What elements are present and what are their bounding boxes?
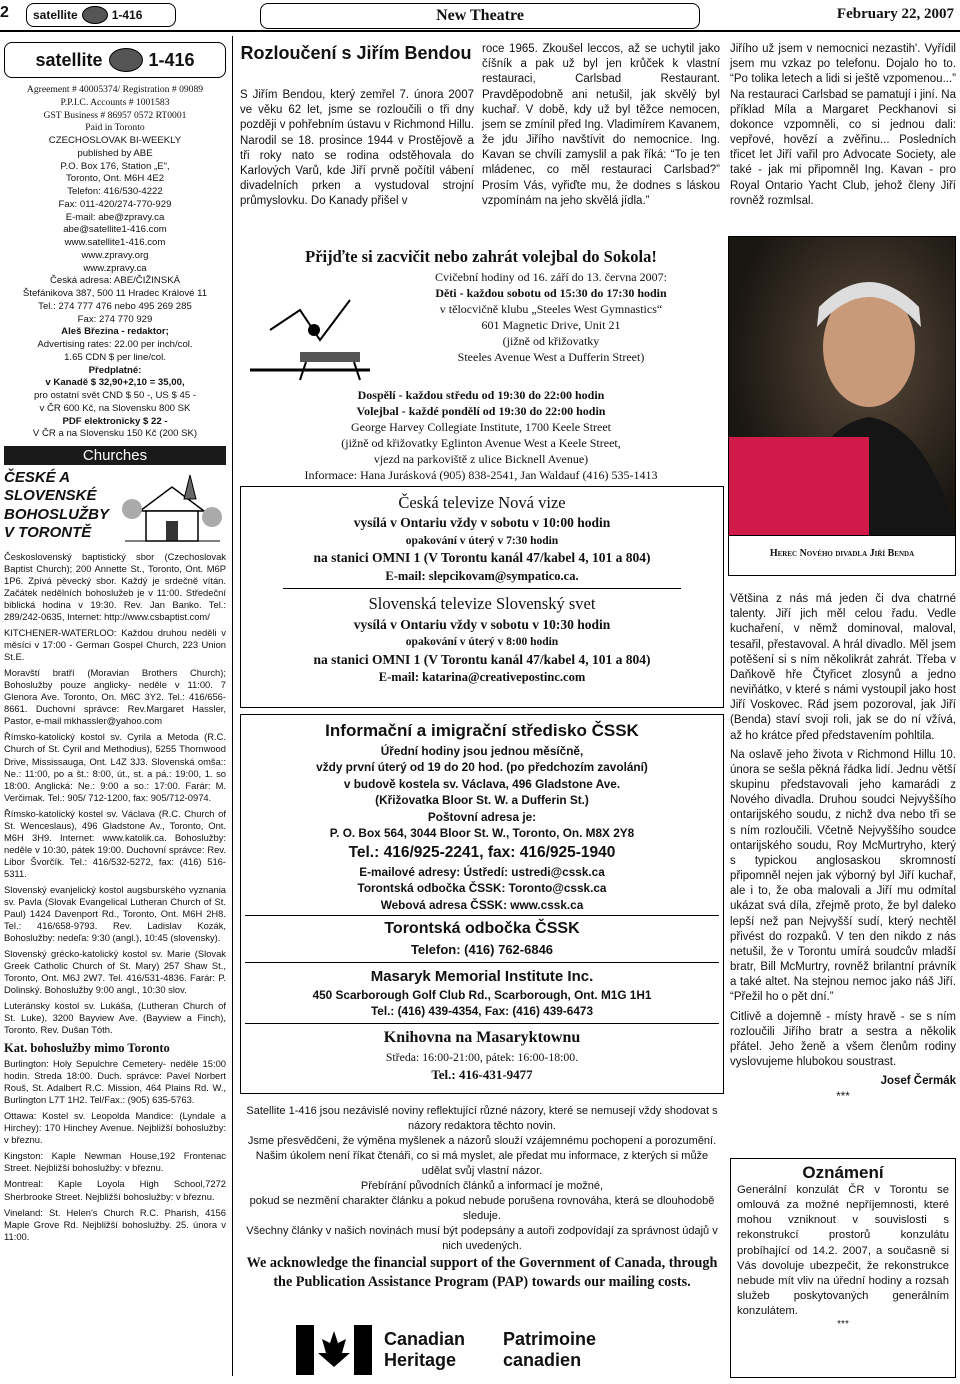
article-text: Jiřího už jsem v nemocnici nezastih'. Vyřídil jsem mu vzkaz po telefonu. Dojalo ho to. “Po tolika letech a lidi si ještě vzpomenou...” Na restauraci Carlsbad se pamatují i jiní. Na příklad Míla a Margaret Peckhanovi si dokonce vzpomněli, co si jednou dali: vepřové, hovězí a zvěřinu... Posledních třicet let Jiří vařil pro Advocate Society, ale také - jak mi připomněl Ing. Kavan - pro Royal Ontario Yacht Club, jehož členy Jiří rovněž rozmlsal. [730,43,956,207]
sokol-title: Přijďte si zacvičit nebo zahrát volejbal do Sokola! [305,247,657,266]
church-entry: Luteránsky kostol sv. Lukáša, (Lutheran Church of St. Luke), 3200 Bayview Ave. (Bayview a Finch), Toronto. Rev. Dušan Tóth. [4,1000,226,1036]
column-divider [232,36,233,1376]
kat-title: Kat. bohoslužby mimo Toronto [4,1041,170,1056]
kat-entry: Vineland: St. Helen's Church R.C. Pharish, 4156 Maple Grove Rd. Nejbližší bohoslužby. 25. února v 11:00. [4,1206,226,1242]
globe-icon [109,48,143,72]
tv-line: opakování v úterý v 7:30 hodin [405,534,559,547]
sokol-line: v tělocvičně klubu „Steeles West Gymnastics“ [439,301,663,316]
info-line: Aleš Březina - redaktor; [61,326,169,338]
tv-line: na stanici OMNI 1 (V Torontu kanál 47/kabel 4, 101 a 804) [313,550,651,566]
cssk-line: (Křižovatka Bloor St. W. a Dufferin St.) [375,793,589,808]
notice-stars: *** [837,1319,849,1331]
masthead-brand: satellite [35,49,103,70]
sokol-line: 601 Magnetic Drive, Unit 21 [481,317,621,332]
article-text: S Jiřím Bendou, který zemřel 7. února 2007 ve věku 62 let, jsme se rozloučili o tři dny později v pohřebním ústavu v Richmond Hillu. Narodil se 18. prosince 1944 v Prostějově a tři roky nato se rodina odstěhovala do Karlových Varů, kde Jiří prvně počítil vábení divadelních prken a vystudoval strojní průmyslovku. Do Kanady přišel v [240,89,474,208]
tv-line: vysílá v Ontariu vždy v sobotu v 10:00 hodin [353,515,611,531]
info-line: published by ABE [77,147,153,159]
kat-entry: Ottawa: Kostel sv. Leopolda Mandice: (Lyndale a Hirchey): 170 Hinchey Avenue. Nejbližší bohoslužby: v březnu. [4,1110,226,1146]
cssk-email: E-mailové adresy: Ústředí: ustredi@cssk.ca [359,864,605,879]
sokol-line: Volejbal - každé pondělí od 19:30 do 22:00 hodin [356,403,606,418]
masthead-issue: 1-416 [148,49,195,70]
info-line: 1.65 CDN $ per line/col. [64,351,166,363]
sokol-box [240,246,722,482]
tv-line: E-mail: slepcikovam@sympatico.ca. [385,568,579,583]
sokol-line: Děti - každou sobotu od 15:30 do 17:30 hodin [435,285,667,300]
article-text: Na oslavě jeho života v Richmond Hillu 10. února se sešla pěkná řádka lidí. Jednu větší skupinu představovali jeho kamarádi z Nového divadla. Druhou soudci Nejvyššího ontarijského soudu, z nichž dva nebo tři se s ním rozloučili. Včetně Nejvyššího soudce ontarijského soudu, Roy McMurtryho, který s typickou anglosaskou skromností připomněl nejen jak výborný byl Jiří kuchař, ale i to, že oba malovali a Jiří mu odmítal ukázat svá díla, zřejmě proto, že byl daleko lepší než pan Nejvyšší sudí, který nechtěl přivést do rozpaků. V ten den nikdo z nás netušil, že v Torontu umírá soudcův mladší bratr, Bill McMurtry, rovněž brilantní právník a také altet. Na stejnou nemoc jako náš Jiří. “Přežil ho o pět dní.” [730,748,956,1004]
info-line: V ČR a na Slovensku 150 Kč (200 SK) [32,428,198,440]
heritage-en: Heritage [384,1350,457,1370]
article-stars: *** [836,1090,850,1103]
funding-acknowledgement: We acknowledge the financial support of the Government of Canada, through the Publication Assistance Program (PAP) towards our mailing costs. [246,1255,718,1291]
tv-line: vysílá v Ontariu vždy v sobotu v 10:30 hodin [353,616,611,632]
page-number: 2 [0,4,9,21]
church-entry: Římsko-katolický kostel sv. Václava (R.C. Church of St. Wenceslaus), 496 Gladstone Av., Toronto, Ont. M6H 3H9. Internet: www.katolik.ca. Bohoslužby: neděle v 10:30, pátek 19:00. Duchovní správce: Rev. Libor Švorčík. Tel.: 416/532-5272, fax: (416) 516-5311. [4,807,226,879]
masaryk-line: 450 Scarborough Golf Club Rd., Scarborough, Ont. M1G 1H1 [312,987,652,1002]
kat-entry: Kingston: Kaple Newman House,192 Frontenac Street. Nejbližší bohoslužby: v březnu. [4,1150,226,1174]
notice-box [730,1158,956,1378]
info-line: P.O. Box 176, Station „E", [60,160,170,172]
info-line: Štefánikova 387, 500 11 Hradec Králové 11 [22,288,208,299]
article-text: Většina z nás má jeden či dva chatrné talenty. Jiří jich měl celou řadu. Vedle kuchaření, v němž dominoval, maloval, tesařil, přestavoval. A hrál divadlo. Měl jsem potěšení si s ním několikrát zahrát. Třeba v Daňkově hře Čtyřicet zlosynů a jedno neviňátko, v které s námi vystoupil jako host Jiří Voskovec. Rád jsem pozoroval, jak Jiří (Benda) staví svoji roli, jak se do ní vžívá, až ho krátce před představením pohltila. [730,593,956,742]
info-line: v ČR 600 Kč, na Slovensku 800 SK [39,402,191,414]
branch-title: Torontská odbočka ČSSK [384,920,580,938]
church-entry: Československý baptistický sbor (Czechoslovak Baptist Church); 200 Annette St., Toronto, Ont. M6P 1P6. Zpívá pěvecký sbor. Každý je srdečně vítán. Začátek nedělních bohoslužeb je v 11:00. Středeční biblická hodina v 19:30. Rev. Jan Banko. Tel.: 289/242-0635, Internet: http://www.csbaptist.com/ [4,551,226,623]
heritage-logo [296,1322,696,1378]
cssk-title: Informační a imigrační středisko ČSSK [325,721,639,740]
photo-caption: Herec Nového divadla Jiří Benda [729,535,955,575]
disclaimer-line: pokud se nezmění charakter článku a pokud nebude porušena rovnováha, která se dlouhodobě sleduje. [249,1194,715,1222]
info-line: Telefon: 416/530-4222 [67,186,163,197]
article-col3 [730,42,956,213]
church-entry: Slovenský grécko-katolický kostol sv. Marie (Slovak Greek Catholic Church of St. Mary) 257 Shaw St., Toronto, Ont. M6J 2W7. Tel. 416/531-4836. Farár: P. Dolinský. Bohoslužby 9:00 angl., 10:30 slov. [4,947,226,996]
header-date: February 22, 2007 [836,6,954,22]
article-col1 [240,88,474,213]
article-col2 [482,42,720,213]
church-entry: Moravští bratří (Moravian Brothers Church); Bohoslužby pouze anglicky- neděle v 11:00. 7 Glenora Ave. Toronto, On. M6C 3Y2. Tel.: 416/656-8661. Duchovní správce: Rev.Margaret Hassler, Pastor, e-mail mkhassler@yahoo.com [4,667,226,727]
info-line: Paid in Toronto [85,122,145,134]
disclaimer-line: Satellite 1-416 jsou nezávislé noviny reflektující různé názory, které se nemusejí vždy shodovat s názory redaktora těchto novin. [246,1105,718,1132]
info-line: Česká adresa: ABE/ČIŽINSKÁ [49,275,181,287]
church-illustration [120,469,224,549]
info-line: Fax: 274 770 929 [77,313,153,325]
churches-heading: ČESKÉ A SLOVENSKÉ BOHOSLUŽBY V TORONTĚ [4,469,109,541]
kat-entry: Burlington: Holy Sepulchre Cemetery- neděle 15:00 hodin. Streda 18:00. Duch. správce: Pavel Norbert Rouš, St. Adalbert R.C. Mission, 464 Plains Rd. W., Burlington L7T 1H2. Tel/Fax.: (905) 635-5763. [4,1058,226,1106]
info-line: CZECHOSLOVAK BI-WEEKLY [48,135,182,146]
masaryk-line: Tel.: (416) 439-4354, Fax: (416) 439-6473 [370,1004,594,1019]
gymnast-illustration [240,270,380,388]
sokol-line: Dospělí - každou středu od 19:30 do 22:00 hodin [357,387,605,402]
tv-svet-title: Slovenská televize Slovenský svet [368,594,596,614]
header-issue: 1-416 [111,8,143,22]
globe-icon [82,6,108,24]
sokol-line: Cvičební hodiny od 16. září do 13. června 2007: [435,269,667,284]
cssk-email: Torontská odbočka ČSSK: Toronto@cssk.ca [357,881,607,896]
article-signature: Josef Čermák [880,1075,956,1088]
info-line: abe@satellite1-416.com [63,224,167,236]
heritage-fr: canadien [503,1350,582,1370]
cssk-line: vždy první úterý od 19 do 20 hod. (po předchozím zavolání) [316,760,648,775]
cssk-line: Úřední hodiny jsou jednou měsíčně, [380,743,584,758]
sokol-line: Steeles Avenue West a Dufferin Street) [457,349,645,364]
cssk-line: v budově kostela sv. Václava, 496 Gladstone Ave. [343,776,621,791]
masthead-info [0,84,230,441]
article-text: Citlivě a dojemně - místy hravě - se s ním rozloučili Jiřího bratr a sestra a několik přátel. Jeho ženě a všem členům rodiny vyslovujeme hlubokou soustrast. [730,1010,956,1069]
info-line: Toronto, Ont. M6H 4E2 [65,173,165,185]
churches-banner: Churches [4,446,226,465]
masthead-badge [4,42,226,78]
branch-phone: Telefon: (416) 762-6846 [410,941,554,957]
notice-text: Generální konzulát ČR v Torontu se omlouvá za možné nepříjemnosti, které mohou vzniknout v souvislosti s rekonstrukcí prostorů konzulátu probíhající od 14.2. 2007, a současně si Vás dovoluje ubezpečit, že rekonstrukce nebude mít vliv na úřední hodiny a rozsah služeb poskytovaných generálním konzulátem. [737,1184,949,1317]
disclaimer-line: Přebírání původních článků a informací je možné, [360,1179,604,1192]
article-col3b [730,592,956,1105]
cssk-web: Webová adresa ČSSK: www.cssk.ca [380,897,584,912]
disclaimer-line: Všechny články v našich novinách musí být podepsány a autoři zodpovídají za správnost údajů v nich uvedených. [246,1224,718,1252]
cssk-phone: Tel.: 416/925-2241, fax: 416/925-1940 [348,843,616,861]
masaryk-title: Masaryk Memorial Institute Inc. [370,967,594,985]
info-line: Fax: 011-420/274-770-929 [58,198,172,210]
library-hours: Středa: 16:00-21:00, pátek: 16:00-18:00. [385,1050,579,1065]
info-line: GST Business # 86957 0572 RT0001 [43,109,187,121]
disclaimer-line: Jsme přesvědčeni, že výměna myšlenek a názorů slouží vzájemnému pochopení a porozumění. Našim úkolem není říkat čtenáři, co si má myslet, ale předat mu informace, z kterých si může udělat svůj vlastní názor. [247,1134,717,1177]
sokol-line: Informace: Hana Jurásková (905) 838-2541, Jan Waldauf (416) 535-1413 [304,467,658,482]
page-header [0,0,960,32]
info-line: P.P.I.C. Accounts # 1001583 [60,96,170,108]
sokol-line: vjezd na parkoviště z ulice Bicknell Avenue) [373,451,589,466]
info-line: Agreement # 40005374/ Registration # 09089 [26,84,204,95]
header-brand: satellite [33,8,78,22]
header-brand-badge [26,3,176,27]
kat-entry: Montreal: Kaple Loyola High School,7272 Sherbrooke Street. Nejbližší bohoslužby: v březnu. [4,1178,226,1202]
sokol-line: (jižně od křižovatky Eglinton Avenue West a Keele Street, [341,435,621,450]
church-entry: Slovenský evanjelický kostol augsburského vyznania sv. Pavla (Slovak Evangelical Lutheran Church of St. Paul) 1424 Davenport Rd., Toronto, Ont. M6H 2H8. Tel.: 416/658-9793. Rev. Ladislav Kozák, Bohoslužby: nedeľa: 9:30 (angl.), 10:45 (slovensky). [4,883,226,943]
library-phone: Tel.: 416-431-9477 [431,1066,533,1082]
cssk-box [240,714,724,1094]
heritage-en: Canadian [384,1329,466,1350]
church-entry: Římsko-katolický kostol sv. Cyrila a Metoda (R.C. Church of St. Cyril and Methodius), 5255 Thornwood Drive, Mississauga, Ont. L4Z 3J3. Slovenská omša:: Ne.: 11:00, po a št.: 8:00, út., st. a pá.: 19:00, 1. so 18:00. Anglická: Ne.: 9:00 a so.: 17:00. Farár: M. Verčimak. Tel.: 905/ 712-1200, fax: 905/712-0974. [4,731,226,803]
info-line: pro ostatní svět CND $ 50 -, US $ 45 - [33,390,197,401]
church-entry: KITCHENER-WATERLOO: Každou druhou neděli v měsíci v 17:00 - German Gospel Church, 223 Union St.E. [4,627,226,663]
info-line: PDF elektronicky $ 22 - [62,415,168,427]
tv-nova-title: Česká televize Nová vize [398,493,566,512]
heritage-fr: Patrimoine [503,1329,597,1350]
tv-line: opakování v úterý v 8:00 hodin [405,636,559,649]
churches-list [0,549,230,1249]
library-title: Knihovna na Masaryktownu [383,1028,581,1046]
notice-title: Oznámení [802,1163,884,1182]
article-text: roce 1965. Zkoušel leccos, až se uchytil jako číšník a pak už byl jen krůček k vlastní restauraci, Carlsbad Restaurant. Pravděpodobně ani netušil, jak skvělý byl kuchař. V době, kdy už byl těžce nemocen, jsem se zmínil před Ing. Vladimírem Kavanem, že jdu Jiřího navštívit do nemocnice. Ing. Kavan se chvíli zamyslil a pak říká: “To je ten mládenec, co měl restauraci Carlsbad?” Prosím Vás, vyřiďte mu, že dodnes s láskou vzpomínám na jeho skvělá jídla.” [482,43,720,207]
cssk-line: P. O. Box 564, 3044 Bloor St. W., Toronto, On. M8X 2Y8 [329,826,635,841]
disclaimer [240,1104,724,1254]
header-section-title: New Theatre [260,3,700,29]
tv-box [240,486,724,708]
portrait-photo [728,236,956,576]
portrait-image [729,237,956,537]
article-title: Rozloučení s Jiřím Bendou [240,43,472,63]
sokol-line: George Harvey Collegiate Institute, 1700 Keele Street [350,419,612,434]
info-line: E-mail: abe@zpravy.ca [65,211,165,223]
info-line: www.zpravy.org [81,249,149,261]
info-line: Advertising rates: 22.00 per inch/col. [37,339,193,350]
info-line: www.satellite1-416.com [64,237,166,248]
canada-flag-icon [296,1325,372,1375]
left-column [0,36,230,1381]
tv-line: E-mail: katarina@creativepostinc.com [378,670,586,685]
tv-line: na stanici OMNI 1 (V Torontu kanál 47/kabel 4, 101 a 804) [313,651,651,667]
churches-heading-row [0,469,230,549]
sokol-line: (jižně od křižovatky [502,333,600,348]
info-line: v Kanadě $ 32,90+2,10 = 35,00, [45,377,185,389]
info-line: Předplatné: [88,364,142,376]
info-line: www.zpravy.ca [83,262,147,274]
info-line: Tel.: 274 777 476 nebo 495 269 285 [38,300,192,312]
cssk-line: Poštovní adresa je: [427,809,537,824]
